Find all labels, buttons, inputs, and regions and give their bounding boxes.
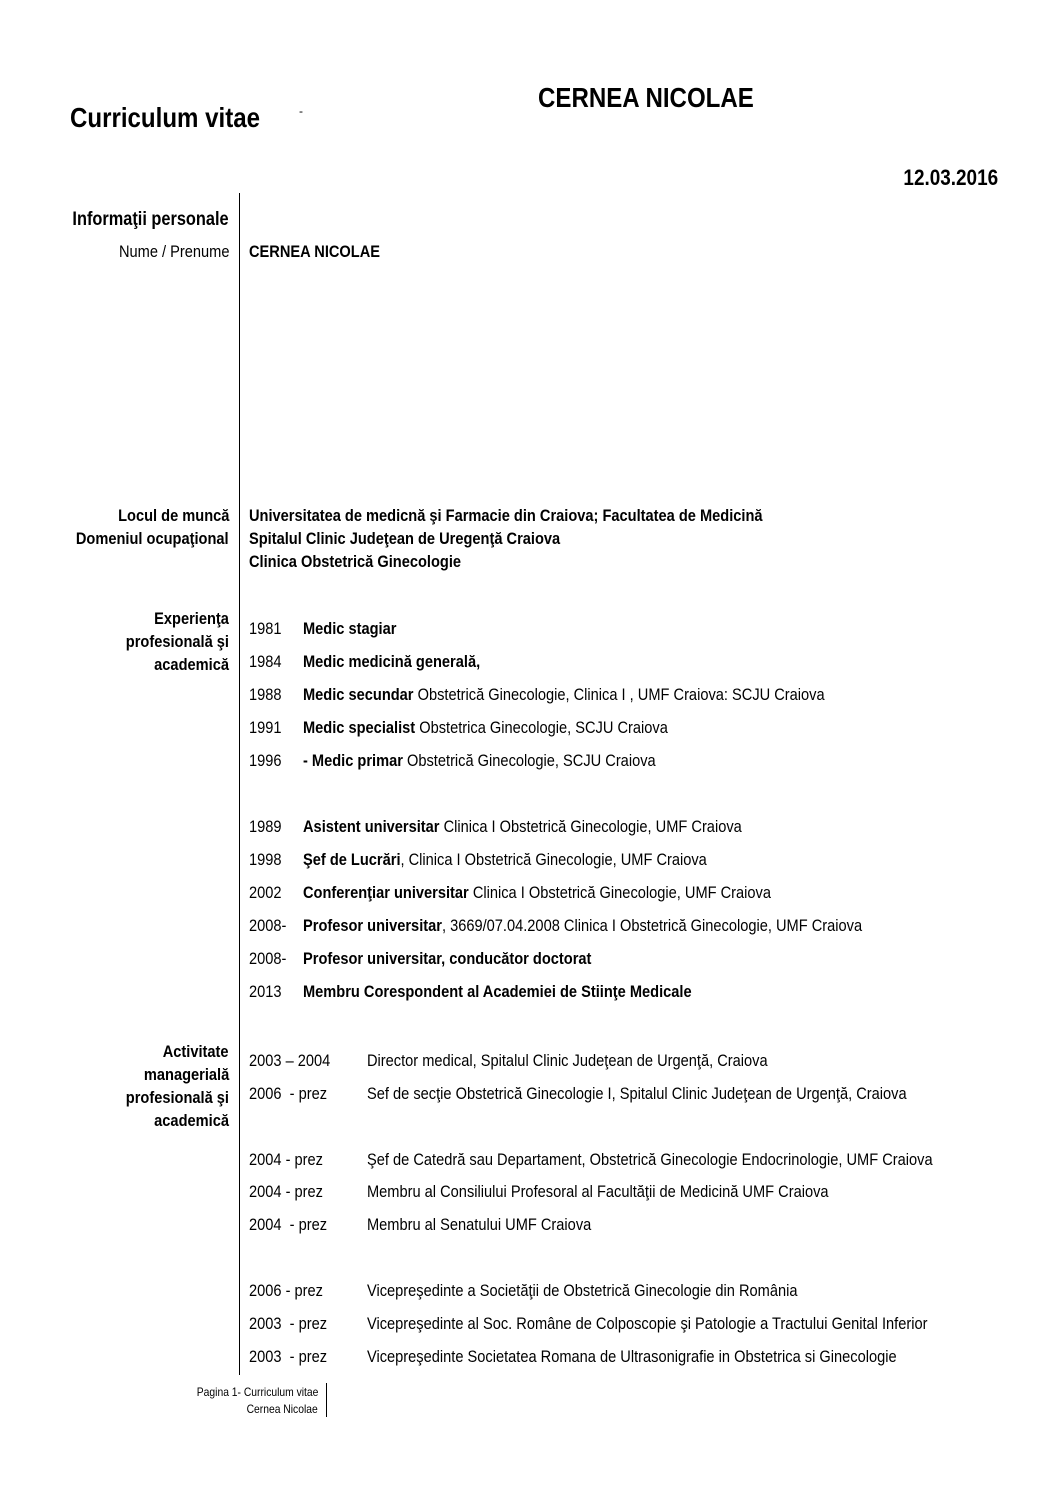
experience-entry xyxy=(303,949,638,969)
experience-year: 1981 xyxy=(249,619,282,638)
experience-title: Profesor universitar xyxy=(303,916,442,935)
experience-entry xyxy=(303,619,412,639)
experience-detail: , Clinica I Obstetrică Ginecologie, UMF Craiova xyxy=(400,850,707,869)
experience-title: Medic stagiar xyxy=(303,619,397,638)
experience-detail: Clinica I Obstetrică Ginecologie, UMF Craiova xyxy=(468,883,772,902)
experience-entry xyxy=(303,982,755,1002)
occupation-label: Domeniul ocupaţional xyxy=(76,529,229,548)
management-period: 2003 - prez xyxy=(249,1314,328,1333)
management-label: Activitate xyxy=(163,1042,229,1061)
management-period: 2006 - prez xyxy=(249,1281,323,1300)
experience-entry xyxy=(303,718,727,738)
column-divider xyxy=(239,193,240,1375)
experience-title: Membru Corespondent al Academiei de Stiinţe Medicale xyxy=(303,982,692,1001)
experience-year: 2013 xyxy=(249,982,282,1001)
experience-year: 1996 xyxy=(249,751,282,770)
management-entry: Vicepreşedinte a Societăţii de Obstetrică Ginecologie din România xyxy=(367,1281,798,1300)
experience-year: 1988 xyxy=(249,685,282,704)
experience-title: Şef de Lucrări xyxy=(303,850,401,869)
experience-detail: , 3669/07.04.2008 Clinica I Obstetrică Ginecologie, UMF Craiova xyxy=(441,916,863,935)
experience-label: profesională şi xyxy=(125,632,229,651)
experience-entry xyxy=(303,685,910,705)
workplace-label: Locul de muncă xyxy=(117,506,229,525)
experience-entry xyxy=(303,817,813,837)
workplace-line: Universitatea de medicnă şi Farmacie din Craiova; Facultatea de Medicină xyxy=(249,506,763,525)
experience-year: 1989 xyxy=(249,817,282,836)
experience-detail: Obstetrică Ginecologie, SCJU Craiova xyxy=(402,751,656,770)
experience-entry xyxy=(303,883,847,903)
management-entry: Membru al Senatului UMF Craiova xyxy=(367,1215,592,1234)
experience-entry xyxy=(303,850,773,870)
management-label: profesională şi xyxy=(125,1088,229,1107)
experience-year: 1998 xyxy=(249,850,282,869)
footer-divider xyxy=(326,1383,327,1417)
experience-title: Conferenţiar universitar xyxy=(303,883,469,902)
management-period: 2004 - prez xyxy=(249,1150,323,1169)
experience-title: Medic specialist xyxy=(303,718,416,737)
management-entry: Vicepreşedinte al Soc. Române de Colposcopie şi Patologie a Tractului Genital Inferior xyxy=(367,1314,928,1333)
management-period: 2004 - prez xyxy=(249,1182,323,1201)
management-entry: Şef de Catedră sau Departament, Obstetrică Ginecologie Endocrinologie, UMF Craiova xyxy=(367,1150,933,1169)
management-period: 2006 - prez xyxy=(249,1084,328,1103)
footer-page: Pagina 1- Curriculum vitae xyxy=(196,1385,318,1399)
section-personal-info: Informaţii personale xyxy=(72,209,229,230)
footer-author: Cernea Nicolae xyxy=(246,1402,318,1416)
management-period: 2003 – 2004 xyxy=(249,1051,331,1070)
management-entry: Sef de secţie Obstetrică Ginecologie I, Spitalul Clinic Judeţean de Urgenţă, Craiova xyxy=(367,1084,907,1103)
experience-entry xyxy=(303,916,953,936)
experience-title: Asistent universitar xyxy=(303,817,440,836)
experience-title: - Medic primar xyxy=(303,751,403,770)
workplace-line: Clinica Obstetrică Ginecologie xyxy=(249,552,462,571)
experience-detail: Obstetrica Ginecologie, SCJU Craiova xyxy=(415,718,668,737)
cv-title: Curriculum vitae xyxy=(70,102,261,133)
experience-year: 2002 xyxy=(249,883,282,902)
workplace-line: Spitalul Clinic Judeţean de Uregenţă Craiova xyxy=(249,529,561,548)
header-name: CERNEA NICOLAE xyxy=(538,82,754,113)
experience-title: Profesor universitar, conducător doctorat xyxy=(303,949,592,968)
experience-label: Experienţa xyxy=(154,609,229,628)
experience-label: academică xyxy=(154,655,229,674)
management-label: academică xyxy=(154,1111,229,1130)
experience-entry xyxy=(303,751,713,771)
name-value: CERNEA NICOLAE xyxy=(249,242,381,261)
experience-year: 2008- xyxy=(249,916,287,935)
name-label: Nume / Prenume xyxy=(118,242,229,261)
management-entry: Director medical, Spitalul Clinic Judeţean de Urgenţă, Craiova xyxy=(367,1051,768,1070)
title-mark: - xyxy=(299,104,303,118)
experience-detail: Clinica I Obstetrică Ginecologie, UMF Craiova xyxy=(439,817,742,836)
management-entry: Vicepreşedinte Societatea Romana de Ultrasonigrafie in Obstetrica si Ginecologie xyxy=(367,1347,897,1366)
header-date: 12.03.2016 xyxy=(903,165,998,190)
management-entry: Membru al Consiliului Profesoral al Facultăţii de Medicină UMF Craiova xyxy=(367,1182,829,1201)
experience-detail: Obstetrică Ginecologie, Clinica I , UMF Craiova: SCJU Craiova xyxy=(413,685,825,704)
experience-year: 1991 xyxy=(249,718,282,737)
management-label: managerială xyxy=(143,1065,229,1084)
experience-title: Medic medicină generală, xyxy=(303,652,481,671)
experience-title: Medic secundar xyxy=(303,685,414,704)
management-period: 2003 - prez xyxy=(249,1347,328,1366)
experience-year: 2008- xyxy=(249,949,287,968)
management-period: 2004 - prez xyxy=(249,1215,328,1234)
experience-entry xyxy=(303,652,509,672)
experience-year: 1984 xyxy=(249,652,282,671)
